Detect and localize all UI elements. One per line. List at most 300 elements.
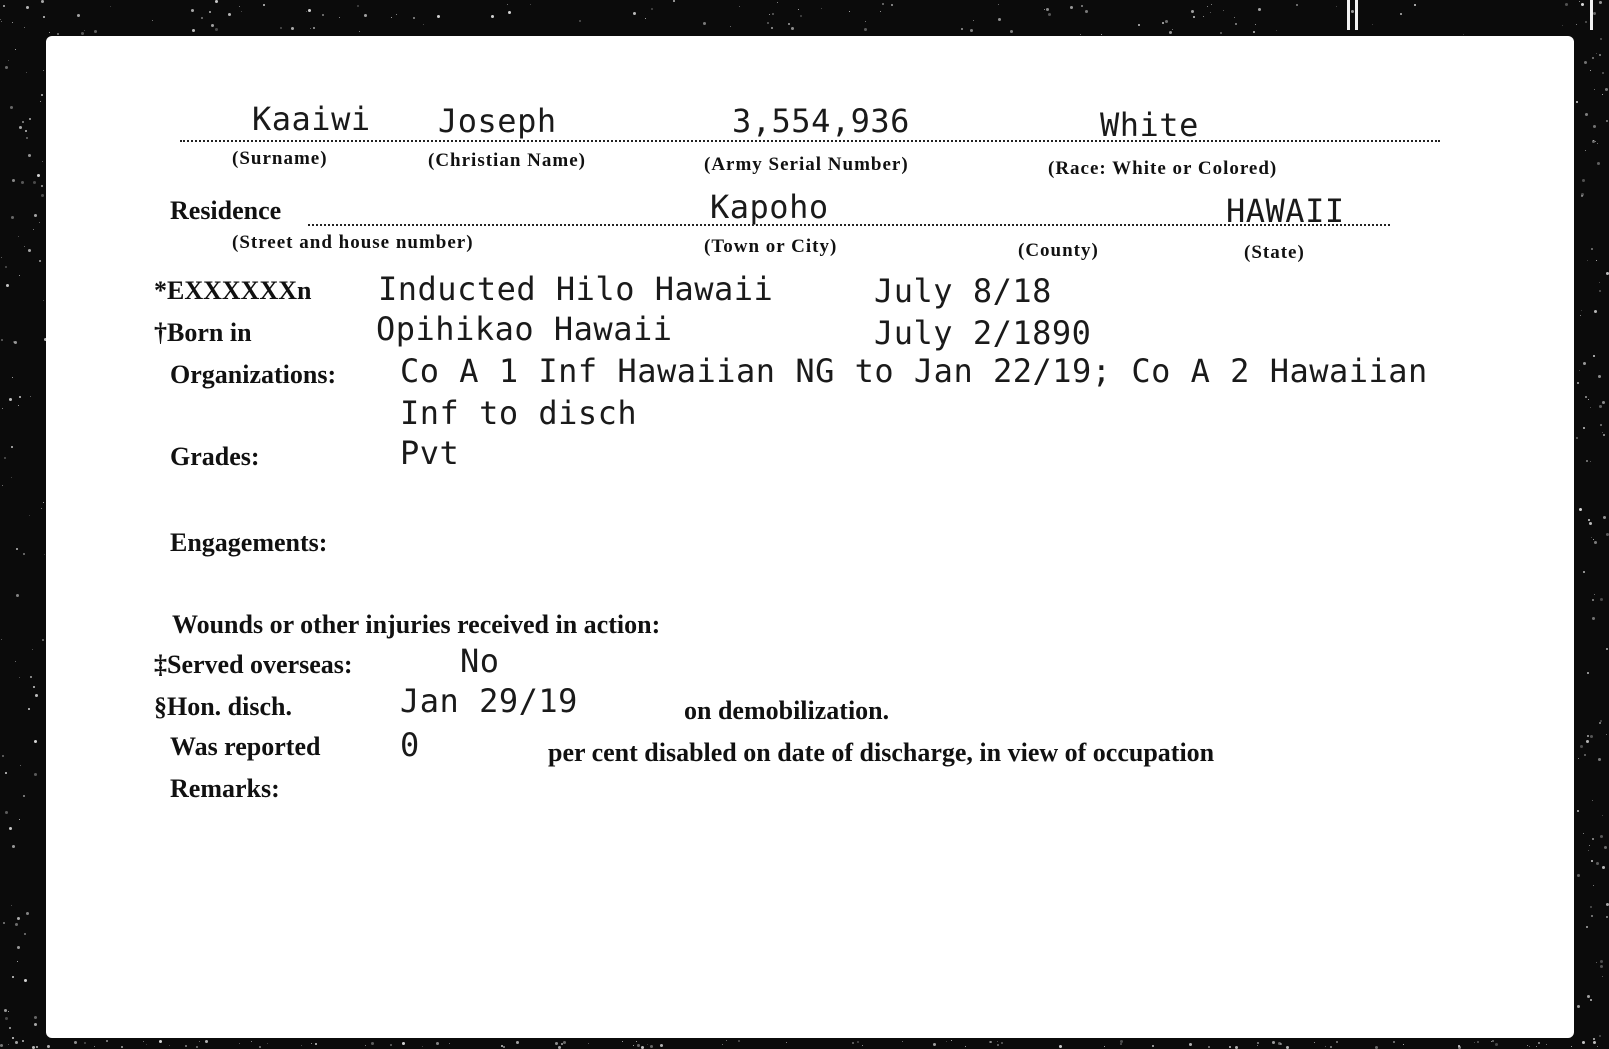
scan-speck [1588, 399, 1589, 400]
scan-speck [365, 1045, 366, 1046]
remarks-label: Remarks: [170, 774, 280, 803]
scan-speck [1101, 34, 1102, 35]
scan-speck [43, 70, 44, 71]
scan-speck [1599, 282, 1600, 283]
scan-speck [251, 1041, 252, 1042]
scan-speck [41, 194, 44, 197]
scan-speck [1592, 800, 1593, 801]
scan-speck [1048, 13, 1051, 16]
scan-speck [9, 827, 12, 830]
scan-speck [110, 6, 111, 7]
scan-speck [84, 1042, 86, 1044]
scan-speck [1081, 5, 1083, 7]
scan-speck [1495, 1043, 1498, 1046]
scan-speck [1207, 6, 1208, 7]
scan-speck [1257, 1042, 1259, 1044]
scan-speck [3, 5, 5, 7]
scan-speck [965, 1046, 966, 1047]
scan-speck [555, 1042, 558, 1045]
scan-speck [1257, 1045, 1258, 1046]
scan-speck [1579, 370, 1580, 371]
scan-speck [24, 246, 25, 247]
scan-speck [42, 161, 43, 162]
scan-speck [1581, 3, 1584, 6]
scan-speck [241, 11, 242, 12]
scan-speck [8, 1044, 9, 1045]
scan-speck [1336, 6, 1337, 7]
scan-speck [94, 1046, 95, 1047]
scan-speck [259, 1046, 261, 1048]
scan-speck [1590, 70, 1591, 71]
scan-speck [15, 1041, 18, 1044]
scan-speck [1596, 260, 1597, 261]
scan-speck [371, 1042, 374, 1045]
scan-speck [1585, 113, 1588, 116]
scan-speck [191, 9, 194, 12]
scan-speck [563, 1041, 566, 1044]
scan-speck [1599, 1035, 1601, 1037]
scan-speck [1001, 1042, 1003, 1044]
scan-speck [862, 1045, 863, 1046]
scan-speck [11, 216, 14, 219]
scan-speck [2, 485, 3, 486]
scan-speck [1600, 835, 1603, 838]
scan-speck [1577, 382, 1579, 384]
serial-number-value: 3,554,936 [732, 102, 910, 140]
scan-speck [1587, 995, 1590, 998]
scan-speck [301, 1045, 302, 1046]
scan-speck [11, 477, 12, 478]
scan-speck [891, 4, 893, 6]
scan-speck [49, 32, 50, 33]
scan-speck [1193, 16, 1195, 18]
scan-speck [34, 214, 37, 217]
scan-speck [1593, 885, 1594, 886]
service-record-card [46, 36, 1574, 1038]
scan-speck [5, 811, 8, 814]
scan-speck [239, 6, 240, 7]
scan-edge-mark [1355, 0, 1358, 30]
scan-speck [852, 1042, 854, 1044]
surname-value: Kaaiwi [252, 100, 371, 138]
scan-speck [33, 181, 36, 184]
served-overseas-label: ‡Served overseas: [154, 650, 353, 679]
scan-speck [738, 1040, 740, 1042]
scan-speck [30, 676, 32, 678]
scan-speck [739, 6, 740, 7]
scan-speck [1562, 25, 1563, 26]
scan-speck [1336, 1041, 1338, 1043]
scan-speck [36, 1046, 38, 1048]
scan-speck [1169, 31, 1172, 34]
scan-speck [1210, 12, 1211, 13]
scan-speck [491, 15, 494, 18]
scan-speck [1597, 143, 1598, 144]
scan-speck [1255, 24, 1256, 25]
scan-speck [1581, 193, 1584, 196]
scan-speck [516, 1041, 519, 1044]
scan-speck [1576, 24, 1577, 25]
scan-speck [1598, 375, 1601, 378]
scan-speck [637, 1044, 640, 1047]
scan-speck [1351, 10, 1354, 13]
scan-speck [28, 708, 30, 710]
scan-speck [12, 22, 13, 23]
scan-speck [15, 661, 16, 662]
scan-speck [1606, 734, 1607, 735]
scan-speck [561, 1043, 563, 1045]
scan-speck [267, 1043, 268, 1044]
scan-speck [23, 795, 25, 797]
scan-speck [291, 27, 294, 30]
scan-speck [1591, 537, 1592, 538]
scan-speck [159, 1040, 162, 1043]
scan-speck [1211, 4, 1212, 5]
scan-speck [2, 408, 3, 409]
race-value: White [1100, 106, 1199, 144]
scan-speck [1414, 4, 1416, 6]
scan-speck [12, 845, 15, 848]
scan-speck [1599, 54, 1601, 56]
scan-speck [8, 60, 9, 61]
scan-speck [74, 1041, 77, 1044]
born-place-value: Opihikao Hawaii [376, 310, 673, 348]
scan-speck [28, 249, 31, 252]
scan-speck [1593, 12, 1596, 15]
scan-speck [20, 765, 21, 766]
scan-speck [1606, 903, 1609, 906]
scan-speck [769, 14, 770, 15]
scan-speck [1600, 598, 1603, 601]
scan-speck [1589, 522, 1592, 525]
scan-speck [970, 29, 973, 32]
wounds-label: Wounds or other injuries received in action: [172, 610, 661, 639]
hon-disch-suffix: on demobilization. [684, 696, 890, 725]
scan-speck [1492, 1040, 1494, 1042]
scan-speck [413, 17, 415, 19]
scan-speck [29, 118, 31, 120]
scan-speck [1583, 427, 1585, 429]
scan-speck [1602, 976, 1603, 977]
scan-speck [1606, 916, 1608, 918]
town-caption: (Town or City) [704, 236, 838, 257]
scan-speck [636, 1041, 637, 1042]
scan-speck [1602, 72, 1604, 74]
scan-speck [35, 694, 38, 697]
scan-speck [228, 13, 231, 16]
scan-speck [239, 1043, 240, 1044]
scan-speck [1172, 29, 1173, 30]
scan-speck [1592, 57, 1594, 59]
scan-speck [772, 13, 774, 15]
hon-disch-label: §Hon. disch. [154, 692, 292, 721]
scan-speck [26, 137, 28, 139]
scan-speck [32, 649, 33, 650]
scan-speck [1604, 846, 1607, 849]
scan-speck [5, 1017, 8, 1020]
scan-speck [1189, 1043, 1192, 1046]
scan-speck [786, 1042, 787, 1043]
scan-speck [1590, 999, 1592, 1001]
scan-speck [1588, 850, 1589, 851]
scan-speck [1325, 1046, 1326, 1047]
scan-speck [192, 29, 195, 32]
scan-speck [1589, 845, 1590, 846]
scan-speck [951, 1040, 952, 1041]
served-overseas-value: No [460, 642, 500, 680]
scan-speck [310, 28, 311, 29]
street-caption: (Street and house number) [232, 232, 474, 253]
scan-speck [1234, 17, 1235, 18]
scan-speck [34, 773, 37, 776]
scan-speck [1587, 735, 1589, 737]
scan-speck [169, 1045, 170, 1046]
scan-speck [1590, 735, 1593, 738]
scan-speck [1598, 758, 1601, 761]
scan-speck [1600, 960, 1603, 963]
scan-speck [11, 905, 12, 906]
scan-speck [767, 22, 769, 24]
scan-speck [1583, 833, 1584, 834]
scan-speck [39, 222, 40, 223]
scan-speck [798, 9, 799, 10]
enlisted-label: *EXXXXXXn [154, 276, 312, 305]
header-dotted-line [180, 140, 1440, 142]
scan-speck [19, 275, 20, 276]
scan-speck [41, 94, 43, 96]
scan-speck [1393, 1041, 1395, 1043]
scan-speck [1592, 599, 1594, 601]
scan-speck [12, 179, 15, 182]
scan-speck [41, 508, 42, 509]
scan-speck [40, 101, 41, 102]
scan-speck [1085, 10, 1088, 13]
hon-disch-date-value: Jan 29/19 [400, 682, 578, 720]
scan-speck [673, 0, 675, 2]
scan-speck [47, 1045, 50, 1048]
scan-speck [201, 17, 203, 19]
scan-speck [1591, 915, 1593, 917]
scan-speck [16, 594, 19, 597]
scan-speck [84, 30, 85, 31]
scan-speck [5, 266, 7, 268]
scan-speck [1585, 21, 1587, 23]
scan-speck [1600, 965, 1603, 968]
scan-speck [1538, 1042, 1540, 1044]
scan-speck [26, 912, 29, 915]
scan-speck [1584, 754, 1586, 756]
scan-speck [1138, 24, 1140, 26]
scan-speck [1605, 88, 1608, 91]
scan-speck [1576, 437, 1578, 439]
scan-speck [1070, 6, 1073, 9]
scan-speck [1603, 516, 1606, 519]
scan-speck [436, 1042, 439, 1045]
scan-speck [1577, 1005, 1580, 1008]
scan-speck [1593, 1038, 1595, 1040]
scan-speck [1580, 315, 1581, 316]
scan-speck [1582, 179, 1585, 182]
scan-speck [306, 11, 307, 12]
scan-speck [902, 1041, 903, 1042]
scan-speck [1602, 94, 1603, 95]
born-date-value: July 2/1890 [874, 314, 1092, 352]
organizations-label: Organizations: [170, 360, 337, 389]
scan-speck [196, 1046, 198, 1048]
disability-label: Was reported [170, 732, 321, 761]
scan-speck [1330, 1046, 1332, 1048]
grades-label: Grades: [170, 442, 260, 471]
scan-speck [857, 1041, 859, 1043]
scan-speck [1590, 461, 1591, 462]
scan-speck [5, 66, 8, 69]
scan-speck [23, 553, 25, 555]
scan-speck [1594, 541, 1597, 544]
scan-speck [1474, 1042, 1475, 1043]
scan-speck [973, 20, 974, 21]
surname-caption: (Surname) [232, 148, 328, 169]
scan-speck [880, 11, 881, 12]
scan-speck [1602, 866, 1605, 869]
scan-speck [1585, 150, 1586, 151]
scan-speck [1477, 1041, 1479, 1043]
scan-speck [1577, 810, 1579, 812]
scan-speck [2, 755, 4, 757]
scan-speck [1593, 355, 1595, 357]
scan-speck [1581, 310, 1582, 311]
scan-speck [1599, 722, 1601, 724]
scan-speck [215, 0, 218, 3]
enlisted-place-value: Inducted Hilo Hawaii [378, 270, 774, 308]
scan-speck [1576, 101, 1578, 103]
scan-speck [37, 174, 40, 177]
scan-speck [997, 1044, 999, 1046]
scan-speck [13, 341, 15, 343]
scan-speck [1046, 8, 1049, 11]
scan-speck [1594, 594, 1595, 595]
scan-speck [121, 1046, 123, 1048]
scan-speck [1594, 310, 1597, 313]
scan-speck [1592, 617, 1595, 620]
scan-speck [1583, 362, 1586, 365]
scan-speck [1, 257, 2, 258]
scan-speck [1597, 1046, 1598, 1047]
scan-speck [1597, 162, 1600, 165]
scan-speck [501, 1045, 503, 1047]
scan-speck [997, 1041, 998, 1042]
scan-speck [24, 979, 27, 982]
scan-speck [43, 16, 45, 18]
scan-speck [5, 772, 7, 774]
scan-speck [1463, 34, 1464, 35]
scan-speck [645, 18, 646, 19]
scan-speck [1586, 926, 1588, 928]
scan-speck [42, 639, 44, 641]
scan-speck [30, 396, 31, 397]
scan-speck [152, 20, 153, 21]
scan-speck [1104, 1046, 1105, 1047]
scan-speck [8, 1011, 9, 1012]
scan-speck [322, 14, 324, 16]
scan-speck [34, 1016, 37, 1019]
scan-speck [1400, 13, 1402, 15]
scan-speck [1296, 4, 1298, 6]
scan-speck [437, 15, 440, 18]
scan-speck [313, 27, 315, 29]
scan-speck [12, 976, 14, 978]
scan-speck [1280, 1043, 1282, 1045]
scan-speck [34, 740, 37, 743]
scan-speck [1586, 460, 1588, 462]
scan-speck [39, 260, 41, 262]
scan-speck [43, 300, 44, 301]
scan-speck [43, 502, 44, 503]
disability-suffix: per cent disabled on date of discharge, in view of occupation [548, 738, 1215, 767]
scan-speck [788, 23, 790, 25]
scan-speck [1582, 1041, 1585, 1044]
scan-speck [1600, 38, 1602, 40]
scan-speck [22, 1040, 24, 1042]
engagements-label: Engagements: [170, 528, 328, 557]
scan-speck [1191, 10, 1194, 13]
scan-speck [9, 398, 12, 401]
scan-speck [771, 27, 773, 29]
race-caption: (Race: White or Colored) [1048, 158, 1278, 179]
scan-speck [402, 1042, 405, 1045]
scan-speck [263, 4, 265, 6]
scan-speck [1314, 1042, 1315, 1043]
scan-speck [1606, 648, 1608, 650]
scan-speck [1059, 1045, 1062, 1048]
scan-speck [849, 11, 850, 12]
state-caption: (State) [1244, 242, 1305, 263]
scan-speck [865, 21, 866, 22]
scan-speck [1010, 30, 1013, 33]
scan-speck [4, 457, 6, 459]
scan-speck [1536, 1046, 1537, 1047]
scan-speck [423, 24, 424, 25]
scan-speck [588, 1043, 589, 1044]
scan-speck [26, 72, 27, 73]
scan-speck [1584, 61, 1587, 64]
scan-speck [1594, 89, 1595, 90]
scan-speck [24, 27, 25, 28]
scan-speck [364, 14, 367, 17]
scan-speck [507, 4, 508, 5]
scan-speck [396, 14, 397, 15]
scan-speck [1592, 838, 1594, 840]
scan-speck [449, 1043, 450, 1044]
scan-speck [961, 28, 963, 30]
scan-speck [933, 1043, 936, 1046]
scan-speck [864, 28, 867, 31]
scan-speck [1458, 1046, 1461, 1049]
scan-speck [660, 1044, 663, 1047]
scan-speck [998, 18, 1001, 21]
scan-speck [19, 396, 21, 398]
scan-speck [1577, 874, 1580, 877]
scan-speck [211, 24, 214, 27]
scan-speck [1403, 1044, 1404, 1045]
scan-speck [1272, 1041, 1275, 1044]
scan-speck [81, 32, 84, 35]
scan-speck [33, 229, 34, 230]
scan-speck [882, 3, 884, 5]
scan-speck [146, 1044, 147, 1045]
scan-speck [1591, 860, 1593, 862]
scan-speck [19, 819, 20, 820]
scan-speck [1595, 141, 1596, 142]
